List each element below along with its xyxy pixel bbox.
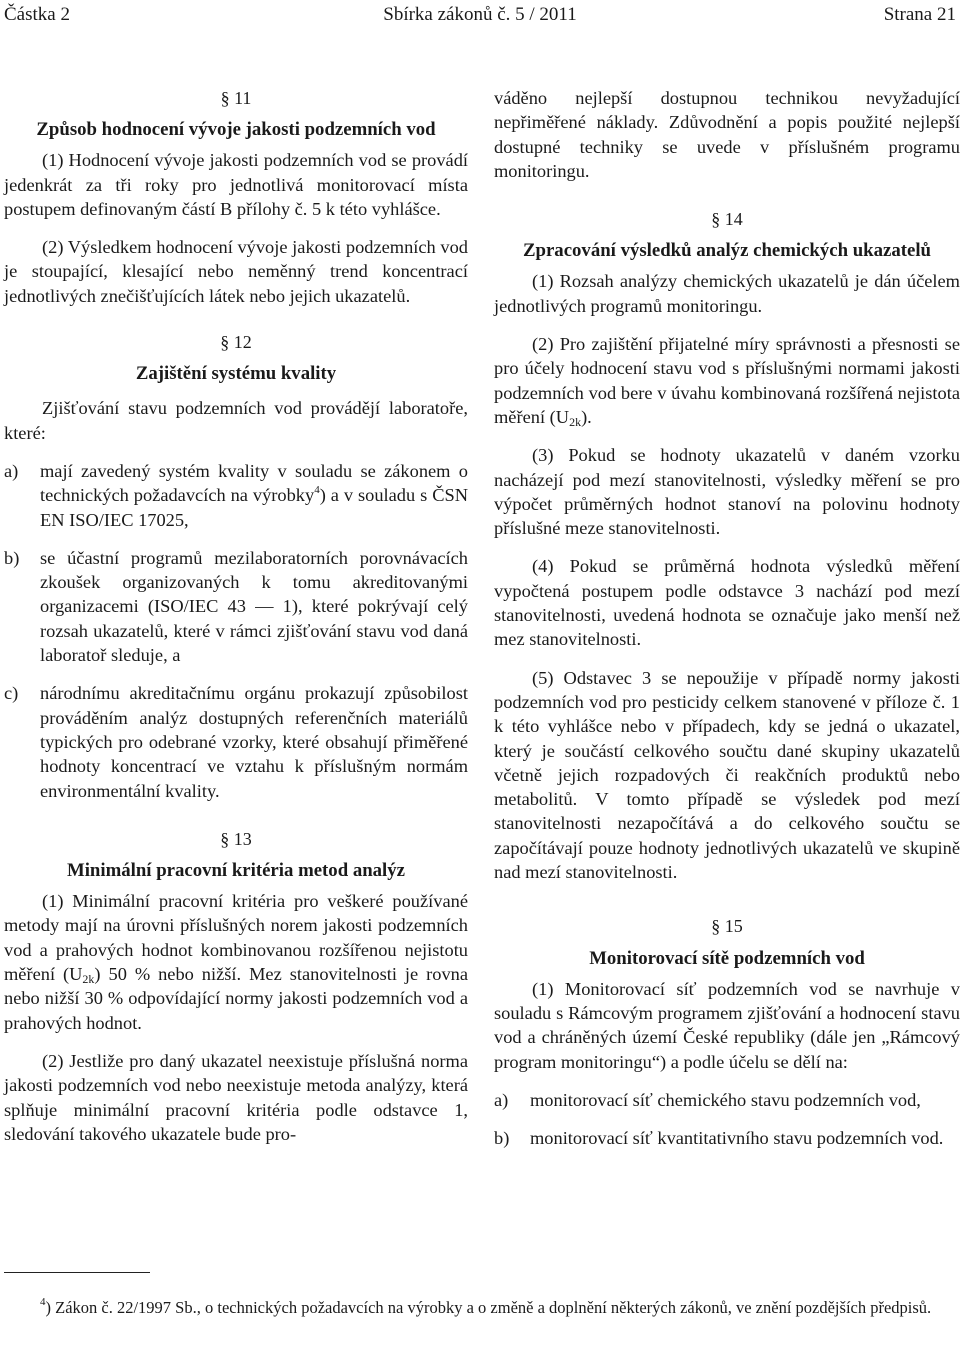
paragraph-text: (2) Pro zajištění přijatelné míry správnosti a přesnosti se pro účely hodnocení stavu vod s příslušnými normami jakosti podzemních vod bere v úvahu kombinovaná rozšířená nejistota měření (U xyxy=(494,334,960,427)
list-item-label: b) xyxy=(4,547,20,568)
footnote xyxy=(40,1296,958,1320)
header-part-label: Částka 2 xyxy=(4,4,70,25)
section-title: Minimální pracovní kritéria metod analýz xyxy=(66,860,406,882)
paragraph: (1) Hodnocení vývoje jakosti podzemních vod se provádí jedenkrát za tři roky pro jednotlivá monitorovací místa postupem definovaným částí B přílohy č. 5 k této vyhlášce. xyxy=(4,150,468,219)
section-number: § 13 xyxy=(220,828,252,849)
section-title: Zpracování výsledků analýz chemických ukazatelů xyxy=(523,240,931,262)
header-page-number: Strana 21 xyxy=(883,4,956,25)
list-item-label: a) xyxy=(4,460,19,481)
list-item xyxy=(4,681,468,802)
paragraph: (1) Rozsah analýzy chemických ukazatelů je dán účelem jednotlivých programů monitoringu. xyxy=(494,271,960,316)
list-item xyxy=(4,546,468,667)
section-11-heading xyxy=(4,86,468,142)
paragraph: (3) Pokud se hodnoty ukazatelů v daném vzorku nacházejí pod mezí stanovitelnosti, výsledky měření se pro výpočet průměrných hodnot stanoví na polovinu hodnoty příslušné meze stanovitelnosti. xyxy=(494,445,960,539)
section-13-heading xyxy=(4,827,468,883)
right-column xyxy=(494,86,960,1150)
left-column xyxy=(4,86,468,1146)
section-number: § 12 xyxy=(220,332,252,353)
paragraph-text: ) 50 % nebo nižší. Mez stanovitelnosti je rovna nebo nižší 30 % odpovídající normy jakosti podzemních vod a prahových hodnot. xyxy=(4,964,469,1033)
footnote-divider xyxy=(4,1272,150,1273)
list-item-text-part: a v souladu s ČSN EN ISO/IEC 17025, xyxy=(40,485,468,530)
footnote-marker-close: ) xyxy=(45,1298,51,1317)
paragraph: Zjišťování stavu podzemních vod provádějí laboratoře, které: xyxy=(4,398,468,443)
list-item-text: monitorovací síť chemického stavu podzemních vod, xyxy=(530,1089,921,1110)
section-title: Zajištění systému kvality xyxy=(135,363,337,385)
list-item-text: monitorovací síť kvantitativního stavu podzemních vod. xyxy=(530,1128,944,1149)
footnote-reference-close: ) xyxy=(319,485,326,506)
section-number: § 11 xyxy=(220,88,252,108)
subscript: 2k xyxy=(569,414,582,429)
footnote-marker: 4 xyxy=(40,1296,46,1308)
paragraph: (4) Pokud se průměrná hodnota výsledků měření vypočtená postupem podle odstavce 3 nachází pod mezí stanovitelnosti, uvedená hodnota se označuje jako menší než mez stanovitelnosti. xyxy=(494,556,960,650)
section-title: Způsob hodnocení vývoje jakosti podzemních vod xyxy=(36,119,436,141)
section-number: § 15 xyxy=(711,916,743,937)
paragraph xyxy=(494,332,960,429)
footnote-reference: 4 xyxy=(314,484,320,497)
list-item-text: národnímu akreditačnímu orgánu prokazují způsobilost prováděním analýz dostupných referenčních materiálů typických pro odebrané vzorky, které obsahují přiměřené hodnoty koncentrací ve vztahu k příslušným normám environmentální kvality. xyxy=(40,683,468,801)
list-item-text xyxy=(40,459,468,532)
footnote-text: Zákon č. 22/1997 Sb., o technických požadavcích na výrobky a o změně a doplnění některých zákonů, ve znění pozdějších předpisů. xyxy=(55,1298,932,1317)
paragraph: (2) Jestliže pro daný ukazatel neexistuje příslušná norma jakosti podzemních vod nebo neexistuje metoda analýzy, která splňuje minimální pracovní kritéria podle odstavce 1, sledování takového ukazatele bude pro- xyxy=(4,1050,468,1144)
paragraph: (2) Výsledkem hodnocení vývoje jakosti podzemních vod je stoupající, klesající nebo neměnný trend koncentrací jednotlivých znečišťujících látek nebo jejich ukazatelů. xyxy=(4,237,468,306)
section-12-heading xyxy=(4,330,468,386)
list-item-label: b) xyxy=(494,1128,510,1149)
subscript: 2k xyxy=(82,972,95,987)
list-item xyxy=(494,1088,960,1112)
page-header xyxy=(4,4,956,28)
list-item xyxy=(494,1126,960,1150)
section-15-heading xyxy=(494,914,960,970)
paragraph xyxy=(4,889,468,1035)
header-collection-label: Sbírka zákonů č. 5 / 2011 xyxy=(383,4,577,25)
paragraph-text: ). xyxy=(581,406,592,427)
list-item-label: a) xyxy=(494,1089,509,1110)
paragraph-continuation: váděno nejlepší dostupnou technikou nevyžadující nepřiměřené náklady. Zdůvodnění a popis použité nejlepší dostupné techniky se uvede v příslušném programu monitoringu. xyxy=(494,88,960,181)
list-item-text: se účastní programů mezilaboratorních porovnávacích zkoušek organizovaných k tomu akreditovanými organizacemi (ISO/IEC 43 — 1), které pokrývají celý rozsah ukazatelů, které v rámci zjišťování stavu vod daná laboratoř sleduje, a xyxy=(40,547,468,666)
list-item-text-part: mají zavedený systém kvality v souladu se zákonem o technických požadavcích na výrobky xyxy=(40,460,468,506)
paragraph: (5) Odstavec 3 se nepoužije v případě normy jakosti podzemních vod pro pesticidy celkem stanovené v příloze č. 1 k této vyhlášce nebo v případech, kdy se jedná o ukazatel, který je součástí celkového součtu dané skupiny ukazatelů včetně jejich rozpadových či reakčních produktů nebo metabolitů. V tomto případě se výsledek pod mezí stanovitelnosti nezapočítává a do celkového součtu se započítávají pouze hodnoty jednotlivých ukazatelů ve skupině nad mezí stanovitelnosti. xyxy=(494,667,960,883)
paragraph-text: (1) Minimální pracovní kritéria pro veškeré používané metody mají na úrovni příslušných norem jakosti podzemních vod a prahových hodnot kombinovanou rozšířenou nejistotu měření (U xyxy=(4,891,468,985)
list-item-label: c) xyxy=(4,683,19,704)
section-14-heading xyxy=(494,207,960,263)
list-item xyxy=(4,459,468,532)
section-number: § 14 xyxy=(711,209,743,230)
section-title: Monitorovací sítě podzemních vod xyxy=(589,947,865,969)
paragraph: (1) Monitorovací síť podzemních vod se navrhuje v souladu s Rámcovým programem zjišťování a hodnocení stavu vod a chráněných území České republiky (dále jen „Rámcový program monitoringu“) a podle účelu se dělí na: xyxy=(494,978,960,1072)
